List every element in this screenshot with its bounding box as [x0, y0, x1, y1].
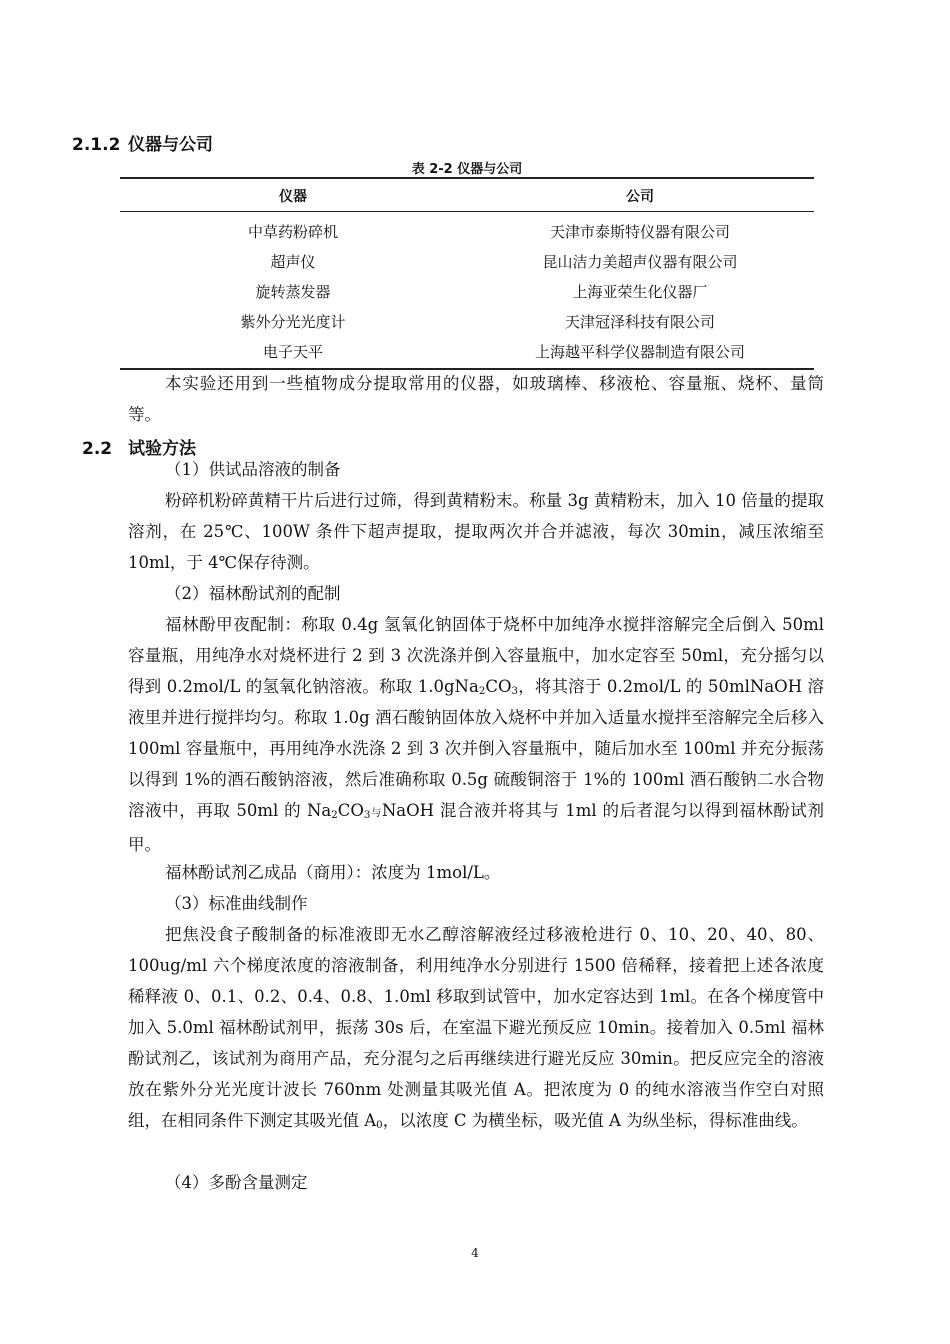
- table-cell-instrument: 电子天平: [262, 343, 323, 361]
- section-heading-2-1-2: [72, 130, 213, 155]
- section-number: 2.2: [82, 439, 113, 459]
- table-cell-company: 上海亚荣生化仪器厂: [572, 283, 708, 301]
- subscript: 3: [511, 686, 519, 698]
- table-top-rule: [120, 177, 814, 179]
- table-cell-company: 天津市泰斯特仪器有限公司: [549, 223, 730, 241]
- subheading-folin-reagent: （2）福林酚试剂的配制: [165, 584, 341, 603]
- text-run: CO: [485, 677, 512, 696]
- subscript: 2: [478, 686, 486, 698]
- folin-reagent-paragraph: [128, 609, 824, 860]
- standard-curve-paragraph: [128, 919, 824, 1136]
- folin-b-paragraph: 福林酚试剂乙成品（商用）：浓度为 1mol/L。: [165, 863, 501, 882]
- text-run-small: 与: [370, 808, 382, 819]
- table-header-instrument: 仪器: [279, 189, 307, 205]
- section-number: 2.1.2: [72, 135, 121, 155]
- subscript: 2: [331, 810, 338, 822]
- table-cell-company: 天津冠泽科技有限公司: [564, 313, 715, 331]
- section-title: 试验方法: [128, 439, 196, 459]
- subscript: 0: [376, 1120, 383, 1132]
- text-run: NaOH 混合液并将其与 1ml 的后者混匀以得到福林酚试剂甲。: [128, 801, 824, 854]
- text-run: ，以浓度 C 为横坐标，吸光值 A 为纵坐标，得标准曲线。: [382, 1111, 808, 1130]
- text-run: 把焦没食子酸制备的标准液即无水乙醇溶解液经过移液枪进行 0、10、20、40、80、100ug/ml 六个梯度浓度的溶液制备，利用纯净水分别进行 1500 倍稀释，接着把上述各浓度稀释液 0、0.1、0.2、0.4、0.8、1.0ml 移取到试管中，加水定容达到 1ml。在各个梯度管中加入 5.0ml 福林酚试剂甲，振荡 30s 后，在室温下避光预反应 10min。接着加入 0.5ml 福林酚试剂乙，该试剂为商用产品，充分混匀之后再继续进行避光反应 30min。把反应完全的溶液放在紫外分光光度计波长 760nm 处测量其吸光值 A。把浓度为 0 的纯水溶液当作空白对照组，在相同条件下测定其吸光值 A: [128, 925, 824, 1130]
- text-run: 福林酚甲夜配制：称取 0.4g 氢氧化钠固体于烧杯中加纯净水搅拌溶解完全后倒入 50ml 容量瓶，用纯净水对烧杯进行 2 到 3 次洗涤并倒入容量瓶中，加水定容至 50ml，充分摇匀以得到 0.2mol/L 的氢氧化钠溶液。称取 1.0gNa: [128, 615, 824, 696]
- table-cell-instrument: 紫外分光光度计: [240, 313, 346, 331]
- table-cell-instrument: 旋转蒸发器: [255, 283, 331, 301]
- sample-prep-paragraph: 粉碎机粉碎黄精干片后进行过筛，得到黄精粉末。称量 3g 黄精粉末，加入 10 倍量的提取溶剂，在 25℃、100W 条件下超声提取，提取两次并合并滤液，每次 30min，减压浓缩至 10ml，于 4℃保存待测。: [128, 491, 824, 572]
- equipment-note-paragraph: 本实验还用到一些植物成分提取常用的仪器，如玻璃棒、移液枪、容量瓶、烧杯、量筒等。: [128, 374, 824, 424]
- table-caption: 表 2-2 仪器与公司: [411, 162, 523, 177]
- table-cell-company: 昆山洁力美超声仪器有限公司: [542, 253, 738, 271]
- page-number: 4: [471, 1246, 479, 1260]
- text-run: CO: [337, 801, 364, 820]
- subheading-polyphenol-assay: （4）多酚含量测定: [165, 1173, 308, 1192]
- table-header-rule: [120, 211, 814, 212]
- table-cell-instrument: 超声仪: [270, 253, 316, 271]
- section-title: 仪器与公司: [128, 135, 213, 155]
- text-run: ，将其溶于 0.2mol/L 的 50mlNaOH 溶液里并进行搅拌均匀。称取 1.0g 酒石酸钠固体放入烧杯中并加入适量水搅拌至溶解完全后移入 100ml 容量瓶中，再用纯净水洗涤 2 到 3 次并倒入容量瓶中，随后加水至 100ml 并充分振荡以得到 1%的酒石酸钠溶液，然后准确称取 0.5g 硫酸铜溶于 1%的 100ml 酒石酸钠二水合物溶液中，再取 50ml 的 Na: [128, 677, 824, 820]
- subheading-standard-curve: （3）标准曲线制作: [165, 894, 308, 913]
- subscript: 3: [363, 810, 371, 822]
- subheading-sample-prep: （1）供试品溶液的制备: [165, 460, 341, 479]
- table-cell-instrument: 中草药粉碎机: [247, 223, 338, 241]
- table-header-company: 公司: [626, 189, 654, 205]
- table-cell-company: 上海越平科学仪器制造有限公司: [534, 343, 745, 361]
